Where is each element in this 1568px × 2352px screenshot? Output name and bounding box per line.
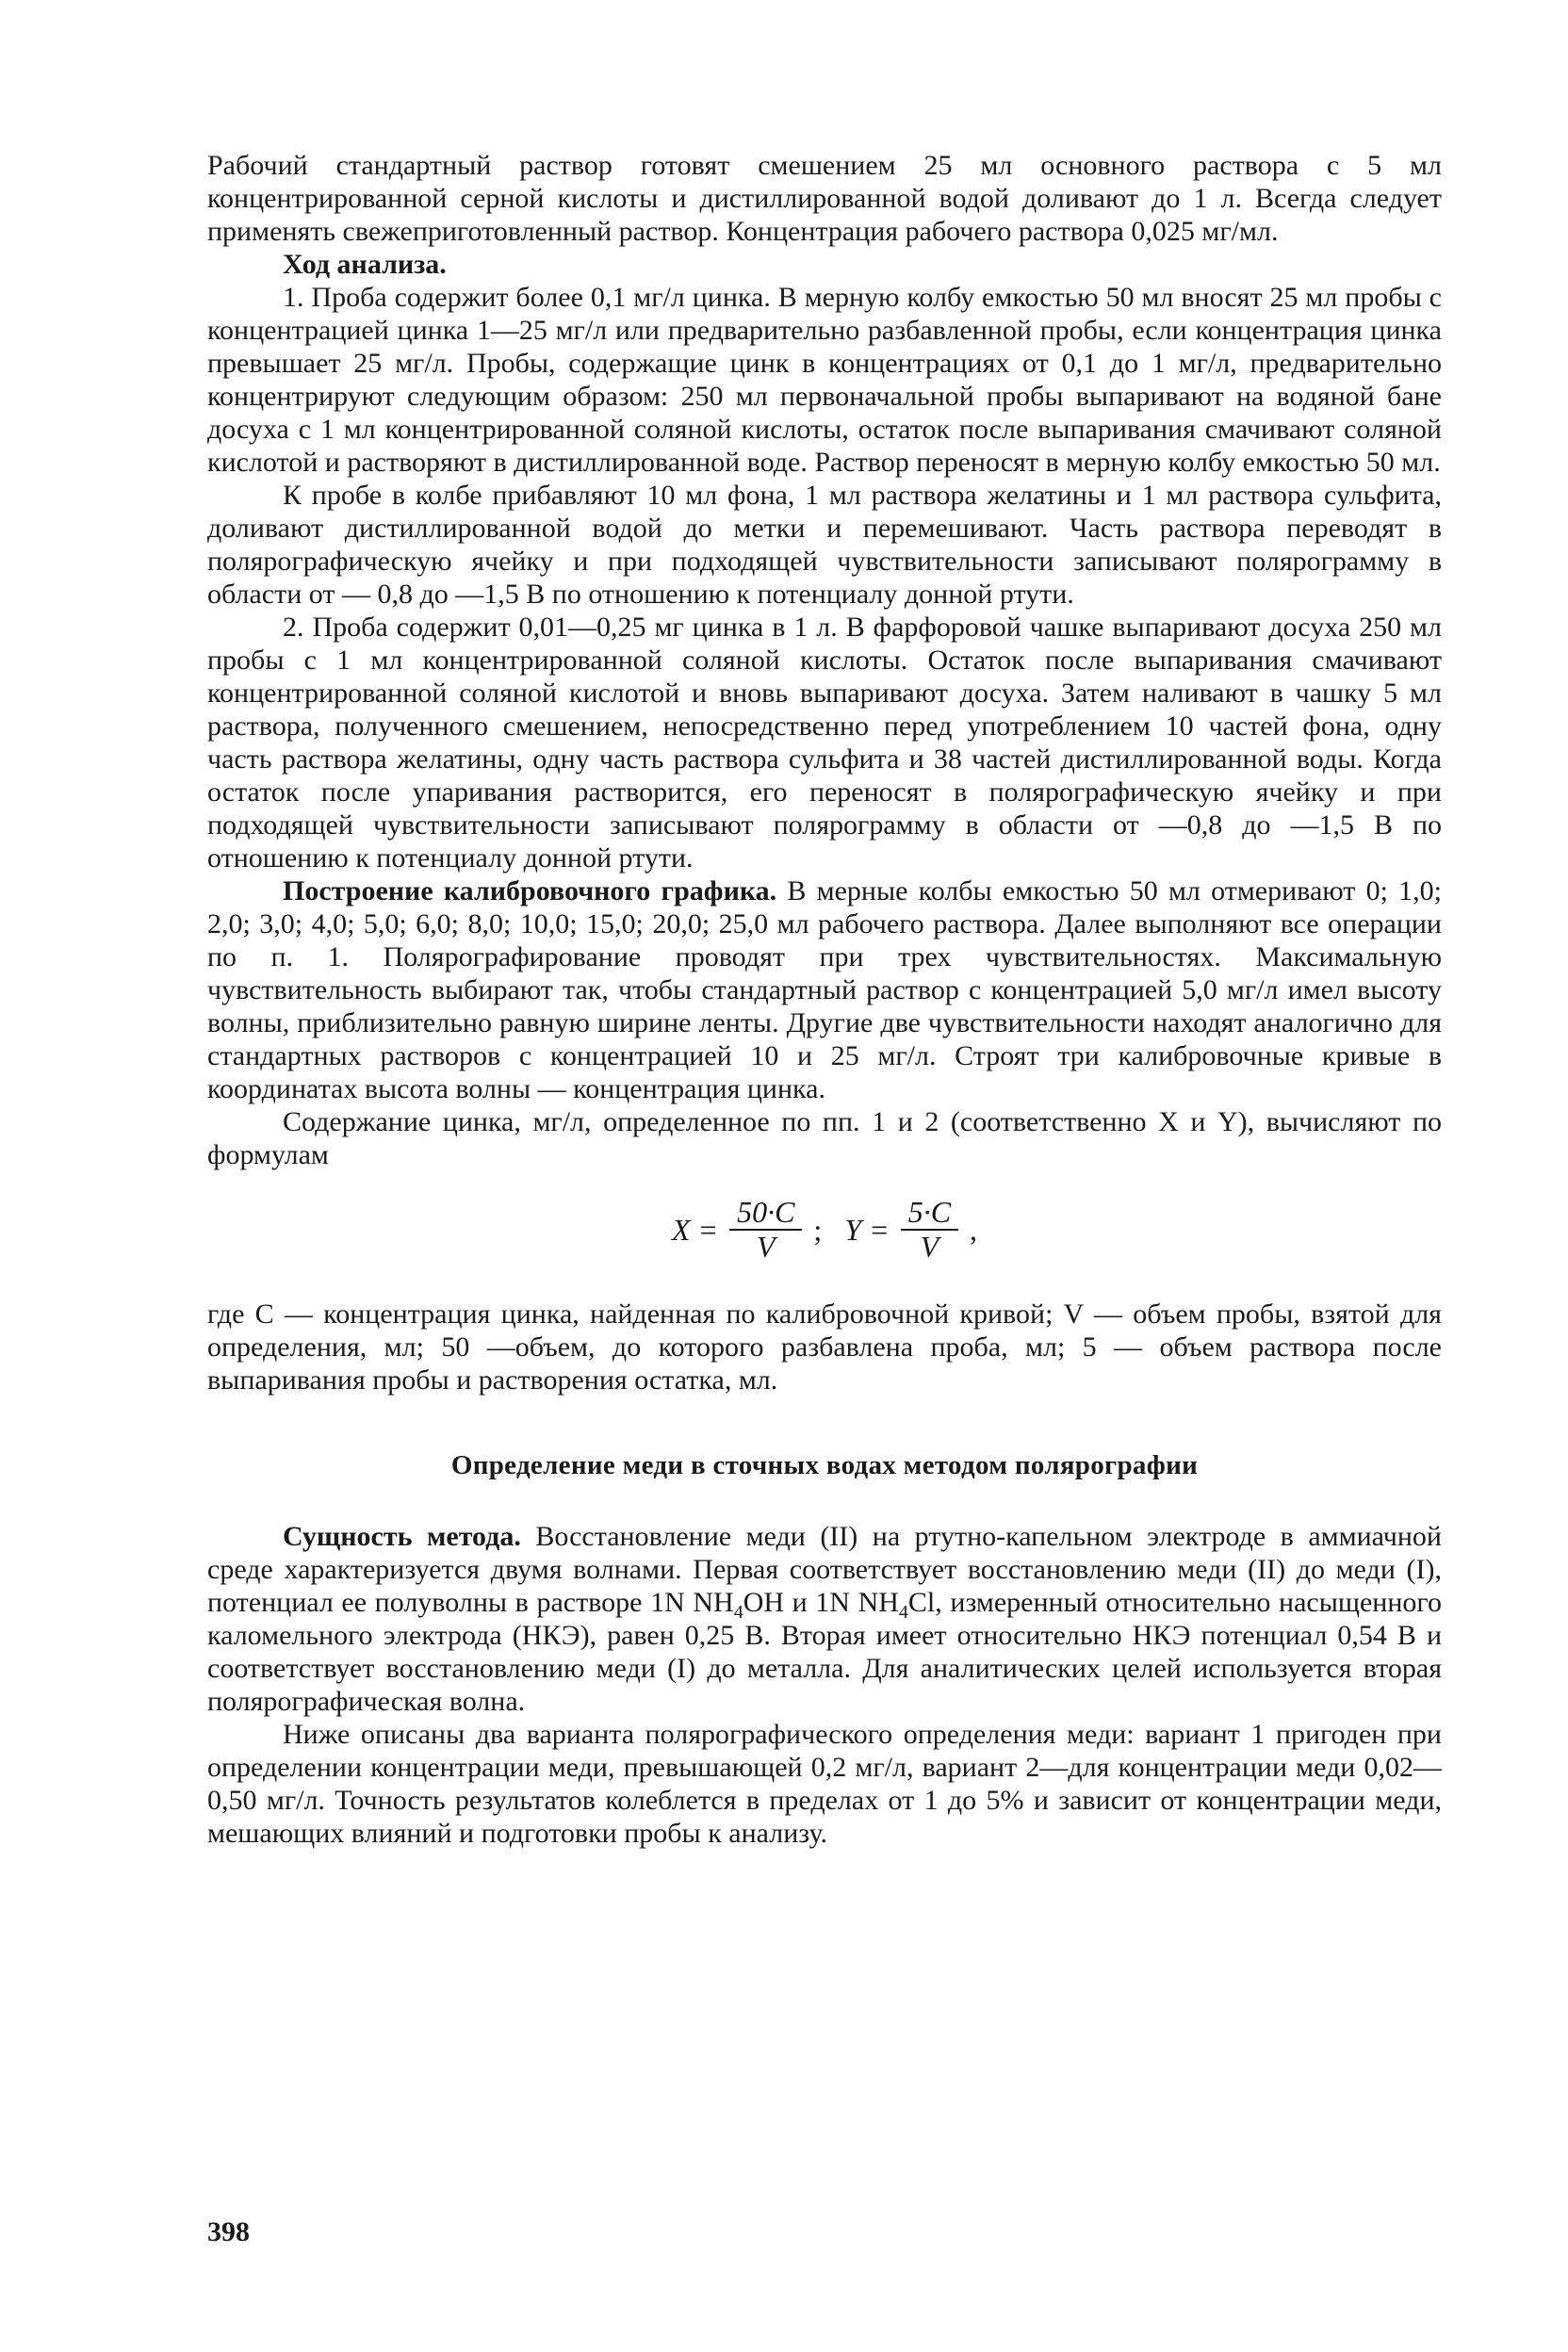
paragraph-legend: где C — концентрация цинка, найденная по калибровочной кривой; V — объем пробы, взятой для определения, мл; 50 —объем, до которого разбавлена проба, мл; 5 — объем раствора после выпаривания пробы и растворения остатка, мл. <box>207 1298 1442 1396</box>
paragraph-sample-1: 1. Проба содержит более 0,1 мг/л цинка. В мерную колбу емкостью 50 мл вносят 25 мл пробы с концентрацией цинка 1—25 мг/л или предварительно разбавленной пробы, если концентрация цинка превышает 25 мг/л. Пробы, содержащие цинк в концентрациях от 0,1 до 1 мг/л, предварительно концентрируют следующим образом: 250 мл первоначальной пробы выпаривают на водяной бане досуха с 1 мл концентрированной соляной кислоты, остаток после выпаривания смачивают соляной кислотой и растворяют в дистиллированной воде. Раствор переносят в мерную колбу емкостью 50 мл. <box>207 282 1442 478</box>
formula-x-denominator: V <box>756 1230 776 1264</box>
formula-separator: ; <box>813 1212 823 1247</box>
essence-subscript-2: 4 <box>898 1602 908 1623</box>
calibration-title: Построение калибровочного графика. <box>283 875 777 906</box>
formula <box>207 1196 1442 1264</box>
paragraph-add-reagents: К пробе в колбе прибавляют 10 мл фона, 1 мл раствора желатины и 1 мл раствора сульфита, доливают дистиллированной водой до метки и перемешивают. Часть раствора переводят в полярографическую ячейку и при подходящей чувствительности записывают полярограмму в области от — 0,8 до —1,5 В по отношению к потенциалу донной ртути. <box>207 480 1442 610</box>
paragraph-zinc-content: Содержание цинка, мг/л, определенное по пп. 1 и 2 (соответственно X и Y), вычисляют по формулам <box>207 1106 1442 1170</box>
page-number: 398 <box>207 2216 250 2247</box>
paragraph-calibration <box>207 874 1442 1105</box>
formula-y-fraction <box>901 1196 958 1264</box>
page-body <box>207 149 1442 1850</box>
formula-x-numerator: 50·C <box>729 1196 802 1231</box>
paragraph-variants: Ниже описаны два варианта полярографического определения меди: вариант 1 пригоден при определении концентрации меди, превышающей 0,2 мг/л, вариант 2—для концентрации меди 0,02—0,50 мг/л. Точность результатов колеблется в пределах от 1 до 5% и зависит от концентрации меди, мешающих влияний и подготовки пробы к анализу. <box>207 1719 1442 1849</box>
paragraph-working-solution: Рабочий стандартный раствор готовят смешением 25 мл основного раствора с 5 мл концентрированной серной кислоты и дистиллированной водой доливают до 1 л. Всегда следует применять свежеприготовленный раствор. Концентрация рабочего раствора 0,025 мг/мл. <box>207 150 1442 247</box>
essence-text-a: Восстановление меди (II) на ртутно-капельном электроде в аммиачной среде характеризуется двумя волнами. Первая соответствует восстановлению меди (II) до меди (I), потенциал ее полуволны в растворе 1N NH <box>207 1521 1442 1618</box>
essence-text-b: OH и 1N NH <box>743 1587 899 1618</box>
analysis-title: Ход анализа. <box>283 249 447 280</box>
analysis-heading-line <box>207 248 1442 281</box>
section-heading: Определение меди в сточных водах методом полярографии <box>450 1450 1199 1480</box>
essence-title: Сущность метода. <box>283 1521 521 1552</box>
formula-x-fraction <box>729 1196 802 1264</box>
essence-subscript-1: 4 <box>733 1602 743 1623</box>
essence-text-c: Cl, измеренный относительно насыщенного каломельного электрода (НКЭ), равен 0,25 В. Вторая имеет относительно НКЭ потенциал 0,54 В и соответствует восстановлению меди (I) до металла. Для аналитических целей используется вторая полярографическая волна. <box>207 1587 1442 1717</box>
calibration-text: В мерные колбы емкостью 50 мл отмеривают 0; 1,0; 2,0; 3,0; 4,0; 5,0; 6,0; 8,0; 10,0; 15,0; 20,0; 25,0 мл рабочего раствора. Далее выполняют все операции по п. 1. Полярографирование проводят при трех чувствительностях. Максимальную чувствительность выбирают так, чтобы стандартный раствор с концентрацией 5,0 мг/л имел высоту волны, приблизительно равную ширине ленты. Другие две чувствительности находят аналогично для стандартных растворов с концентрацией 10 и 25 мг/л. Строят три калибровочные кривые в координатах высота волны — концентрация цинка. <box>207 875 1442 1104</box>
formula-y-lhs: Y = <box>844 1212 890 1247</box>
formula-y-denominator: V <box>920 1230 939 1264</box>
paragraph-sample-2: 2. Проба содержит 0,01—0,25 мг цинка в 1 л. В фарфоровой чашке выпаривают досуха 250 мл пробы с 1 мл концентрированной соляной кислоты. Остаток после выпаривания смачивают концентрированной соляной кислотой и вновь выпаривают досуха. Затем наливают в чашку 5 мл раствора, полученного смешением, непосредственно перед употреблением 10 частей фона, одну часть раствора желатины, одну часть раствора сульфита и 38 частей дистиллированной воды. Когда остаток после упаривания растворится, его переносят в полярографическую ячейку и при подходящей чувствительности записывают полярограмму в области от —0,8 до —1,5 В по отношению к потенциалу донной ртути. <box>207 612 1442 874</box>
paragraph-method-essence <box>207 1520 1442 1718</box>
formula-x-lhs: X = <box>671 1212 719 1247</box>
formula-y-numerator: 5·C <box>901 1196 958 1231</box>
formula-end: , <box>970 1212 978 1247</box>
